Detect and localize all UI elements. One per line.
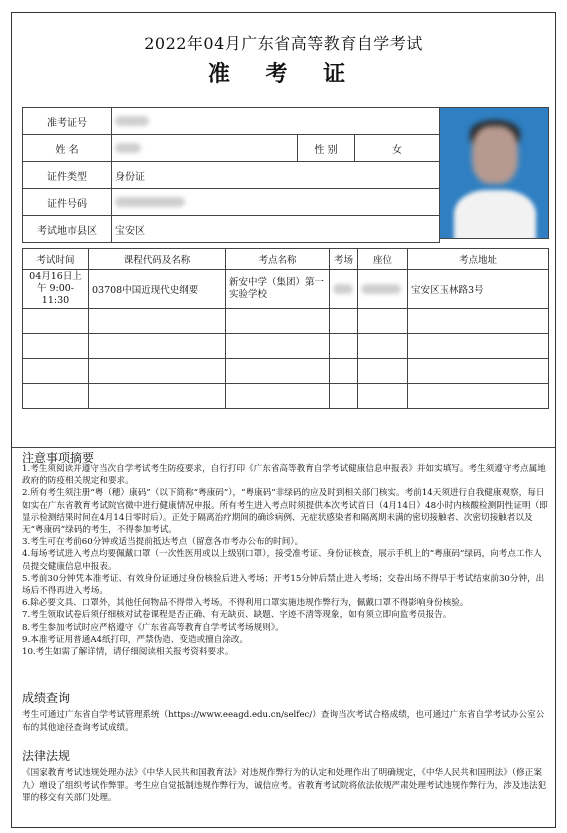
gender-label: 性 别 xyxy=(298,135,355,162)
ticket-number-redaction xyxy=(115,116,149,126)
notes-item: 2.所有考生须注册“粤（穗）康码”（以下简称“粤康码”），“粤康码”非绿码的应及时到相关部门核实。考前14天须进行自我健康观察，每日如实在广东省教育考试院官微中进行健康情况申报。所有考生进入考点时须提供本次考试首日（4月14日）48小时内核酸检测阴性证明（即显示检测结果时间在4月14日零时后）。正处于隔离治疗期间的确诊病例、无症状感染者和隔离期未满的密切接触者、次密切接触者以及无“粤康码”绿码的考生，不得参加考试。 xyxy=(22,488,548,536)
exam-seat xyxy=(358,270,408,309)
district-value: 宝安区 xyxy=(112,216,440,243)
notes-heading: 注意事项摘要 xyxy=(22,451,95,465)
exam-schedule-table xyxy=(22,248,549,409)
exam-title: 2022年04月广东省高等教育自学考试 xyxy=(144,34,423,53)
exam-room xyxy=(330,270,358,309)
notes-item: 10.考生如需了解详情，请仔细阅读相关报考资料要求。 xyxy=(22,647,234,658)
id-number-redaction xyxy=(115,197,185,207)
notes-item: 5.考前30分钟凭本准考证、有效身份证通过身份核验后进入考场；开考15分钟后禁止进入考场；交卷出场不得早于考试结束前30分钟，出场后不得再进入考场。 xyxy=(22,573,545,597)
id-number-label: 证件号码 xyxy=(23,189,112,216)
ticket-number-value xyxy=(112,108,440,135)
notes-item: 4.每场考试进入考点均要佩戴口罩（一次性医用或以上级别口罩），接受准考证、身份证核查，展示手机上的“粤康码”绿码，向考点工作人员提交健康信息申报表。 xyxy=(22,549,542,572)
ticket-title: 准 考 证 xyxy=(207,61,360,87)
admission-ticket xyxy=(11,12,556,828)
table-row xyxy=(23,270,549,309)
col-header-seat: 座位 xyxy=(358,249,408,270)
name-redaction xyxy=(115,143,141,153)
exam-time: 04月16日上午 9:00-11:30 xyxy=(23,270,89,309)
notes-item: 7.考生领取试卷后须仔细核对试卷课程是否正确、有无缺页、缺题、字迹不清等现象，如有须立即向监考员报告。 xyxy=(22,610,452,621)
name-label: 姓 名 xyxy=(23,135,112,162)
law-heading: 法律法规 xyxy=(22,749,71,763)
photo-body xyxy=(454,190,536,239)
table-row xyxy=(23,309,549,334)
law-text: 《国家教育考试违规处理办法》《中华人民共和国教育法》对违规作弊行为的认定和处理作出了明确规定，《中华人民共和国刑法》（修正案九）增设了组织考试作弊罪。考生应自觉抵制违规作弊行为，诚信应考。省教育考试院将依法依规严肃处理考试违规作弊行为，涉及违法犯罪的移交有关部门处理。 xyxy=(22,768,547,803)
notes-item: 8.考生参加考试时应严格遵守《广东省高等教育自学考试考场规则》。 xyxy=(22,622,284,633)
exam-venue: 新安中学（集团）第一实验学校 xyxy=(226,270,330,309)
section-divider xyxy=(12,447,555,448)
score-text: 考生可通过广东省自学考试管理系统（https://www.eeagd.edu.cn/selfec/）查询当次考试合格成绩，也可通过广东省自学考试办公室公布的其他途径查询考试成绩。 xyxy=(22,710,545,733)
room-redaction xyxy=(333,284,353,294)
table-row xyxy=(23,384,549,409)
col-header-room: 考场 xyxy=(330,249,358,270)
col-header-course: 课程代码及名称 xyxy=(89,249,226,270)
id-type-label: 证件类型 xyxy=(23,162,112,189)
seat-redaction xyxy=(361,284,401,294)
gender-value: 女 xyxy=(355,135,440,162)
candidate-photo xyxy=(439,107,549,239)
photo-face xyxy=(472,126,518,184)
id-number-value xyxy=(112,189,440,216)
id-type-value: 身份证 xyxy=(112,162,440,189)
candidate-info-table xyxy=(22,107,440,243)
col-header-time: 考试时间 xyxy=(23,249,89,270)
notes-item: 6.除必要文具、口罩外，其他任何物品不得带入考场。不得利用口罩实施违规作弊行为，佩戴口罩不得影响身份核验。 xyxy=(22,598,469,609)
table-row xyxy=(23,334,549,359)
exam-course: 03708中国近现代史纲要 xyxy=(89,270,226,309)
notes-item: 3.考生可在考前60分钟或适当提前抵达考点（留意各市考办公布的时间）。 xyxy=(22,537,304,548)
notes-item: 1.考生须阅读并遵守当次自学考试考生防疫要求，自行打印《广东省高等教育自学考试健康信息申报表》并如实填写。考生须遵守考点属地政府的防疫相关规定和要求。 xyxy=(22,464,546,487)
col-header-address: 考点地址 xyxy=(408,249,549,270)
district-label: 考试地市县区 xyxy=(23,216,112,243)
name-value xyxy=(112,135,298,162)
score-heading: 成绩查询 xyxy=(22,691,71,705)
notes-item: 9.本准考证用普通A4纸打印，严禁伪造、变造或擅自涂改。 xyxy=(22,634,249,645)
col-header-venue: 考点名称 xyxy=(226,249,330,270)
exam-address: 宝安区玉林路3号 xyxy=(408,270,549,309)
ticket-number-label: 准考证号 xyxy=(23,108,112,135)
notes-list xyxy=(22,463,548,658)
table-row xyxy=(23,359,549,384)
